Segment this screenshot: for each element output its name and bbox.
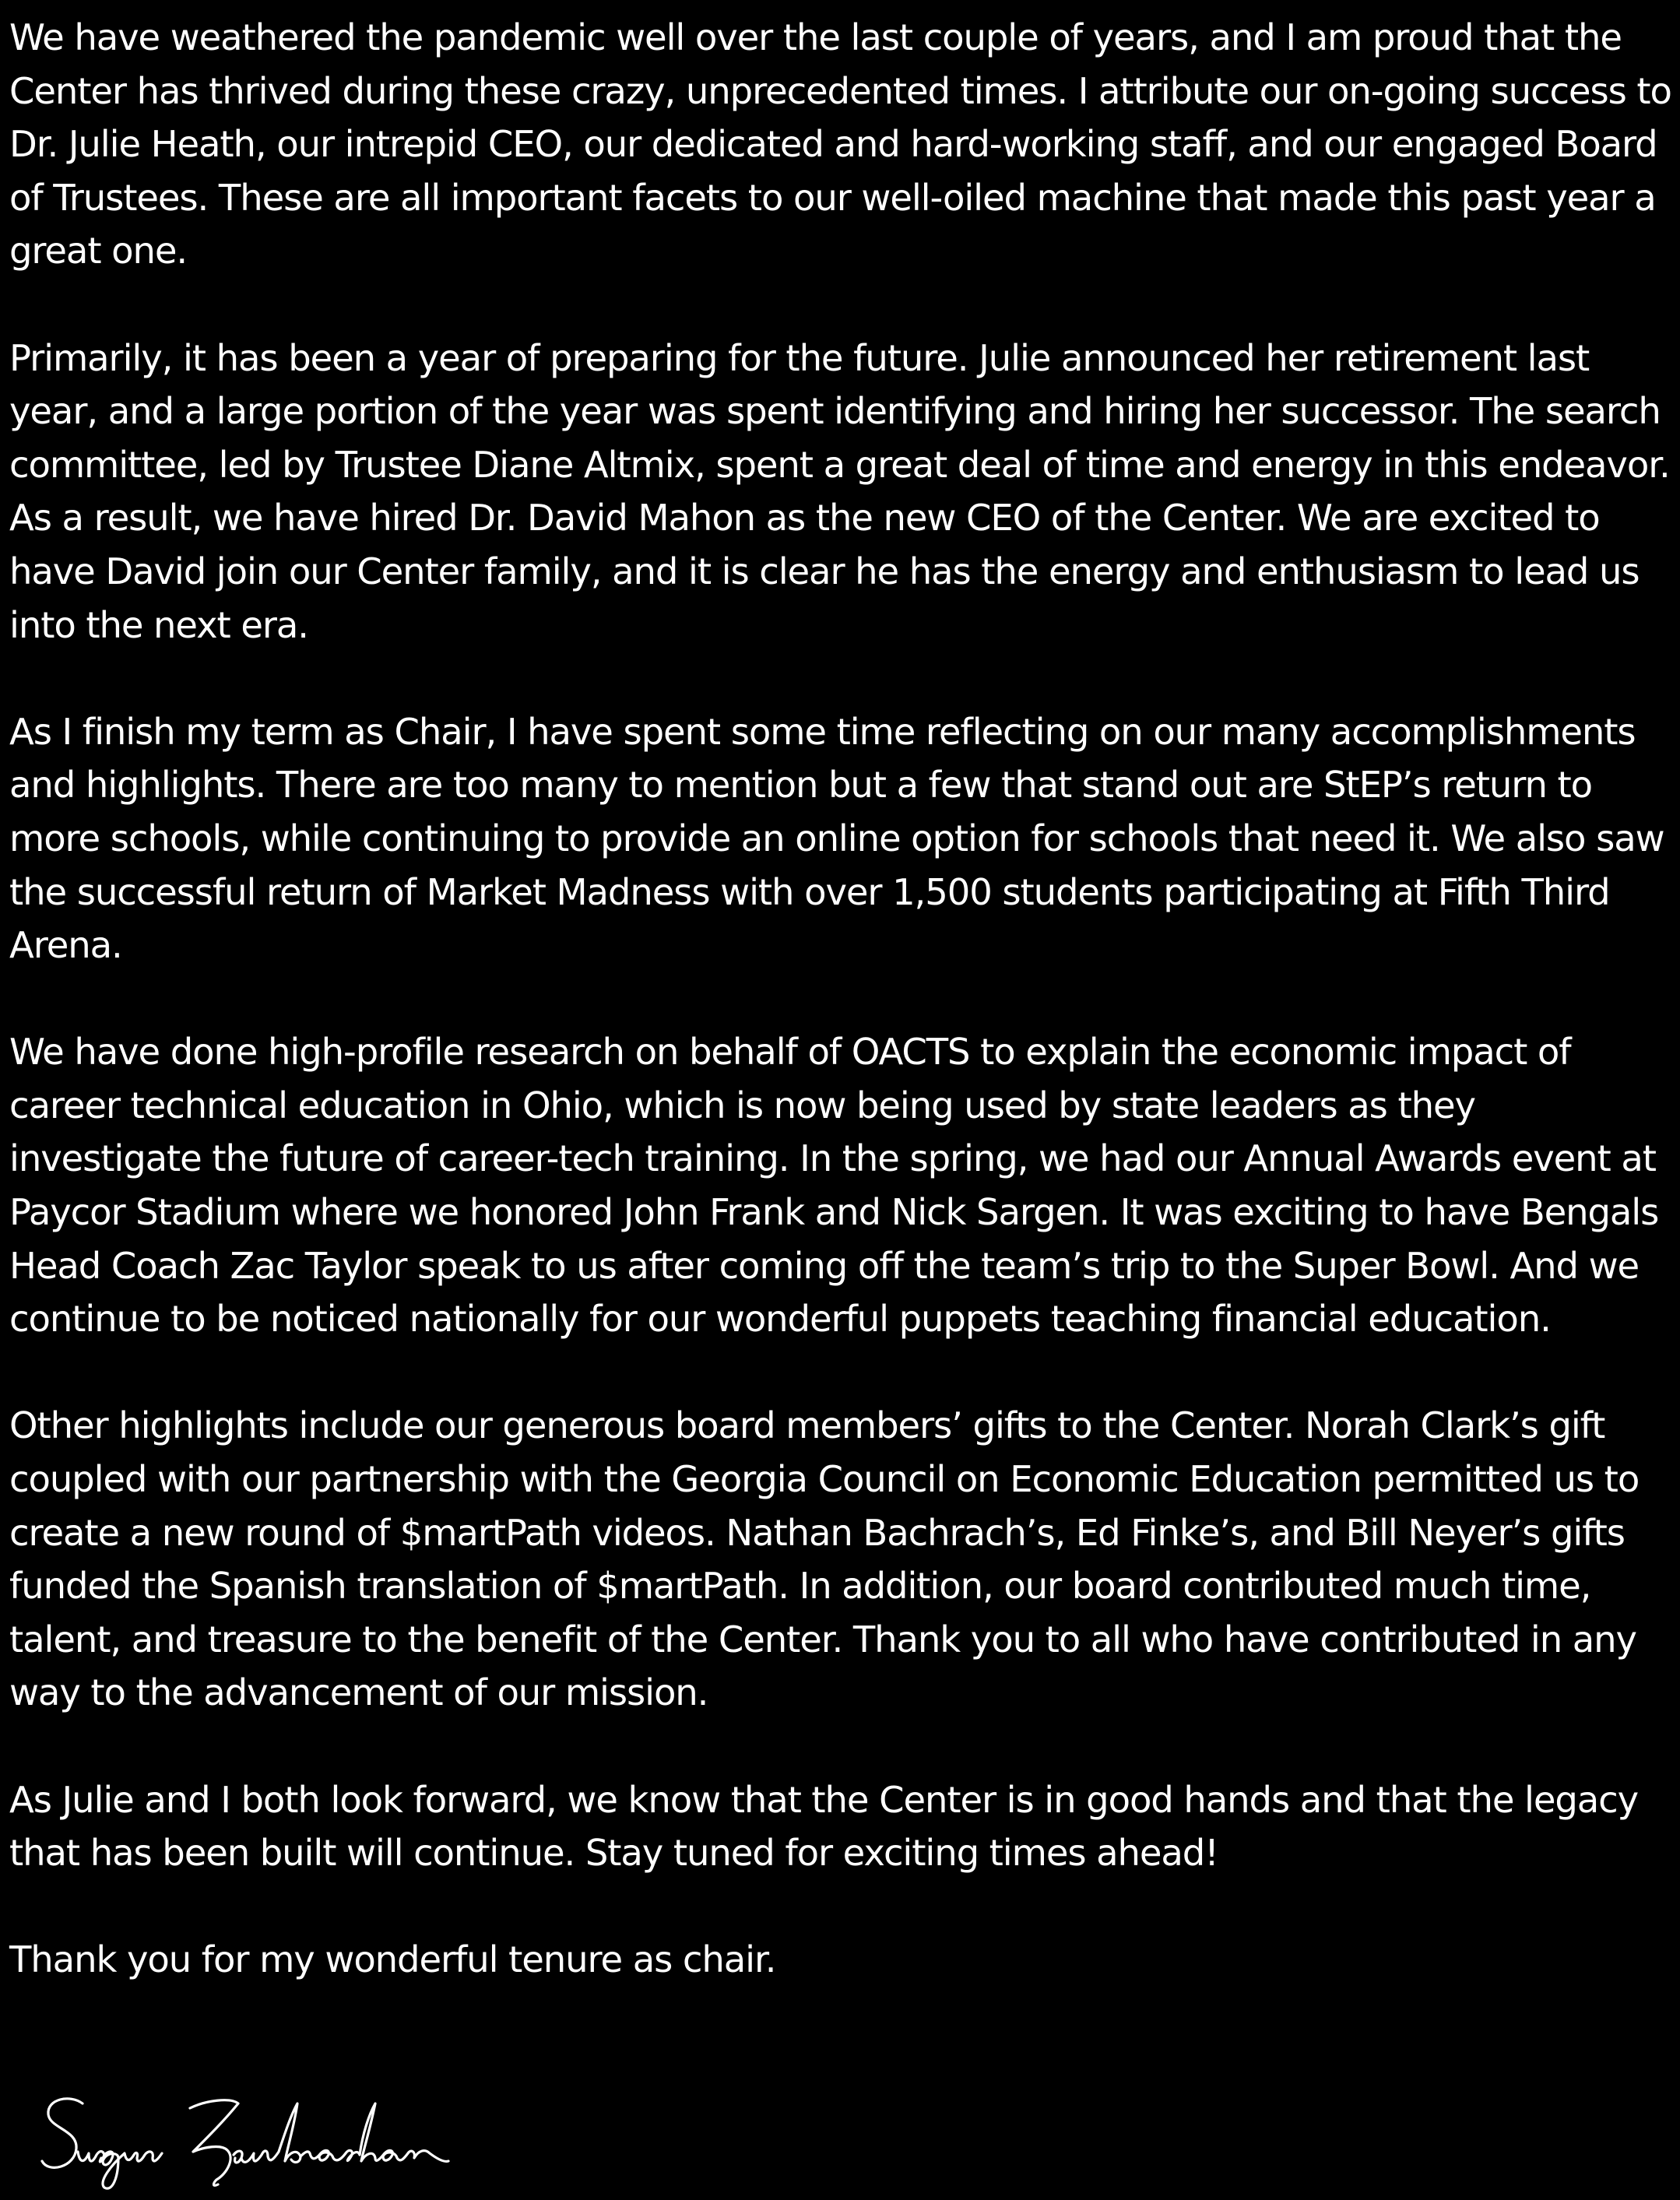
letter-body bbox=[9, 11, 1675, 1987]
paragraph-accomplishments: As I finish my term as Chair, I have spent some time reflecting on our many accomplishments and highlights. There are too many to mention but a few that stand out are StEP’s return to more schools, while continuing to provide an online option for schools that need it. We also saw the successful return of Market Madness with over 1,500 students participating at Fifth Third Arena. bbox=[9, 710, 1664, 967]
paragraph-gifts: Other highlights include our generous board members’ gifts to the Center. Norah Clark’s gift coupled with our partnership with the Georgia Council on Economic Education permitted us to create a new round of $martPath videos. Nathan Bachrach’s, Ed Finke’s, and Bill Neyer’s gifts funded the Spanish translation of $martPath. In addition, our board contributed much time, talent, and treasure to the benefit of the Center. Thank you to all who have contributed in any way to the advancement of our mission. bbox=[9, 1404, 1640, 1714]
paragraph-pandemic: We have weathered the pandemic well over the last couple of years, and I am proud that the Center has thrived during these crazy, unprecedented times. I attribute our on-going success to Dr. Julie Heath, our intrepid CEO, our dedicated and hard-working staff, and our engaged Board of Trustees. These are all important facets to our well-oiled machine that made this past year a great one. bbox=[9, 16, 1671, 272]
paragraph-looking-forward: As Julie and I both look forward, we know that the Center is in good hands and that the legacy that has been built will continue. Stay tuned for exciting times ahead! bbox=[9, 1778, 1639, 1875]
paragraph-future: Primarily, it has been a year of preparing for the future. Julie announced her retirement last year, and a large portion of the year was spent identifying and hiring her successor. The search committee, led by Trustee Diane Altmix, spent a great deal of time and energy in this endeavor. As a result, we have hired Dr. David Mahon as the new CEO of the Center. We are excited to have David join our Center family, and it is clear he has the energy and enthusiasm to lead us into the next era. bbox=[9, 336, 1670, 646]
paragraph-research: We have done high-profile research on behalf of OACTS to explain the economic impact of career technical education in Ohio, which is now being used by state leaders as they investigate the future of career-tech training. In the spring, we had our Annual Awards event at Paycor Stadium where we honored John Frank and Nick Sargen. It was exciting to have Bengals Head Coach Zac Taylor speak to us after coming off the team’s trip to the Super Bowl. And we continue to be noticed nationally for our wonderful puppets teaching financial education. bbox=[9, 1031, 1659, 1341]
paragraph-thank-you: Thank you for my wonderful tenure as chair. bbox=[9, 1938, 776, 1981]
signature bbox=[37, 2086, 473, 2195]
handwritten-signature bbox=[37, 2086, 473, 2195]
